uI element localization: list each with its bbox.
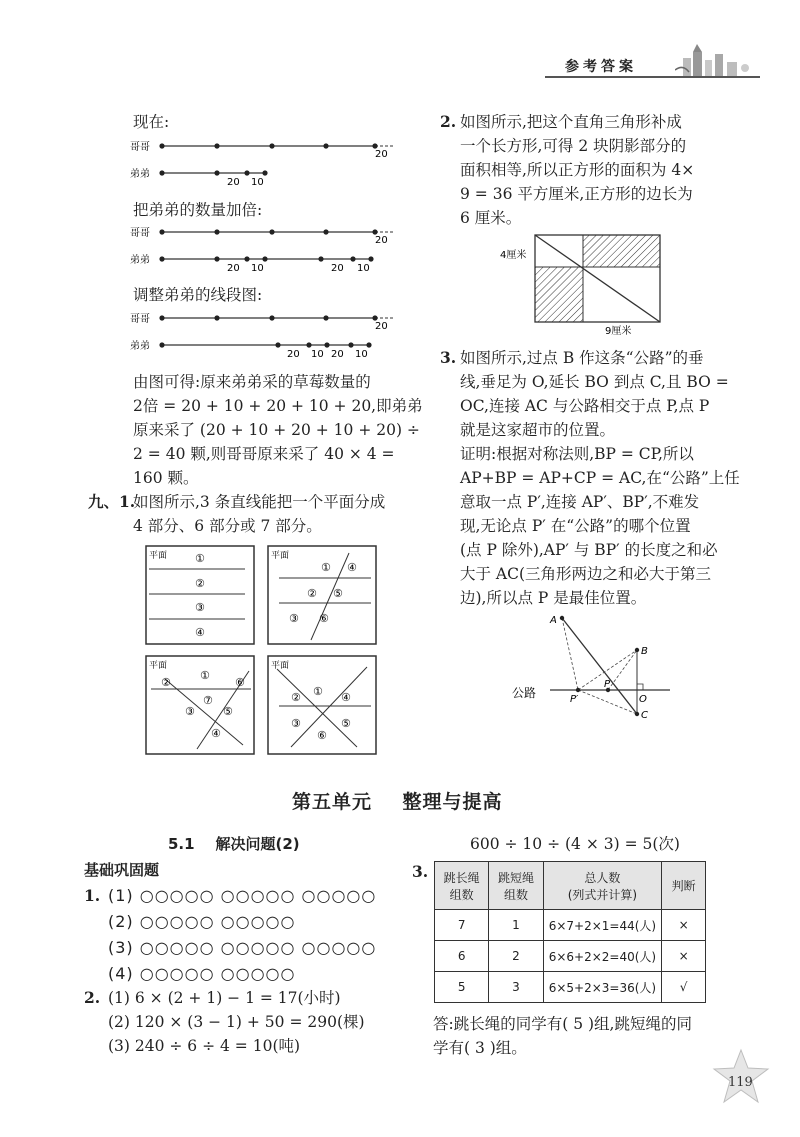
basic-title: 基础巩固题 xyxy=(84,861,160,879)
svg-text:O: O xyxy=(639,694,647,705)
svg-text:②: ② xyxy=(291,691,301,704)
svg-text:①: ① xyxy=(200,669,210,682)
q2-number: 2. xyxy=(440,112,457,131)
svg-text:10: 10 xyxy=(357,263,370,274)
svg-text:10: 10 xyxy=(251,177,264,188)
svg-text:②: ② xyxy=(161,676,171,689)
svg-text:平面: 平面 xyxy=(149,551,168,561)
svg-text:弟弟: 弟弟 xyxy=(130,169,150,180)
svg-text:20: 20 xyxy=(375,235,388,246)
svg-text:哥哥: 哥哥 xyxy=(130,314,150,325)
header-short-rope: 跳短绳 组数 xyxy=(489,862,543,910)
svg-text:20: 20 xyxy=(227,177,240,188)
svg-text:④: ④ xyxy=(211,727,221,740)
svg-text:④: ④ xyxy=(347,561,357,574)
svg-text:⑤: ⑤ xyxy=(223,705,233,718)
svg-text:②: ② xyxy=(195,577,205,590)
svg-text:弟弟: 弟弟 xyxy=(130,341,150,352)
formula-top: 600 ÷ 10 ÷ (4 × 3) = 5(次) xyxy=(470,835,680,853)
svg-text:20: 20 xyxy=(375,149,388,160)
plane-diagram-6 xyxy=(267,545,377,645)
road-geometry-diagram xyxy=(510,610,680,725)
svg-text:②: ② xyxy=(307,587,317,600)
city-skyline-icon xyxy=(675,44,765,78)
label-gege: 哥哥 xyxy=(130,142,150,153)
q3-number: 3. xyxy=(440,348,457,367)
q3b-number: 3. xyxy=(412,862,429,881)
svg-text:P′: P′ xyxy=(570,694,579,705)
double-label: 把弟弟的数量加倍: xyxy=(133,201,263,219)
header-long-rope: 跳长绳 组数 xyxy=(435,862,489,910)
svg-text:B: B xyxy=(641,646,648,657)
svg-text:③: ③ xyxy=(289,612,299,625)
svg-text:弟弟: 弟弟 xyxy=(130,255,150,266)
header-bar xyxy=(545,52,765,82)
table-row: 7 1 6×7+2×1=44(人) × xyxy=(435,910,706,941)
svg-text:①: ① xyxy=(321,561,331,574)
plane-diagram-4 xyxy=(145,545,255,645)
adjust-label: 调整弟弟的线段图: xyxy=(133,286,263,304)
groups-table xyxy=(434,861,706,1003)
svg-text:⑤: ⑤ xyxy=(341,717,351,730)
svg-text:哥哥: 哥哥 xyxy=(130,228,150,239)
header-judge: 判断 xyxy=(662,862,706,910)
svg-text:4厘米: 4厘米 xyxy=(500,250,527,261)
svg-text:10: 10 xyxy=(311,349,324,360)
svg-text:④: ④ xyxy=(195,626,205,639)
svg-text:20: 20 xyxy=(331,263,344,274)
svg-text:①: ① xyxy=(313,685,323,698)
svg-text:⑥: ⑥ xyxy=(317,729,327,742)
q9-number: 九、1. xyxy=(88,492,136,511)
svg-text:A: A xyxy=(550,615,557,626)
svg-text:平面: 平面 xyxy=(271,661,290,671)
q2b-number: 2. xyxy=(84,988,101,1007)
svg-text:9厘米: 9厘米 xyxy=(605,326,632,337)
svg-text:20: 20 xyxy=(227,263,240,274)
table-row: 5 3 6×5+2×3=36(人) √ xyxy=(435,972,706,1003)
svg-text:⑥: ⑥ xyxy=(319,612,329,625)
svg-text:平面: 平面 xyxy=(149,661,168,671)
svg-text:C: C xyxy=(641,710,648,721)
svg-text:④: ④ xyxy=(341,691,351,704)
answer-line-2: 学有( 3 )组。 xyxy=(433,1039,527,1057)
svg-text:①: ① xyxy=(195,552,205,565)
svg-text:20: 20 xyxy=(375,321,388,332)
svg-text:20: 20 xyxy=(287,349,300,360)
svg-text:10: 10 xyxy=(355,349,368,360)
svg-text:⑤: ⑤ xyxy=(333,587,343,600)
svg-text:20: 20 xyxy=(331,349,344,360)
svg-text:P: P xyxy=(604,679,611,690)
svg-text:③: ③ xyxy=(185,705,195,718)
plane-diagram-6b xyxy=(267,655,377,755)
plane-diagram-7a xyxy=(145,655,255,755)
svg-text:③: ③ xyxy=(195,601,205,614)
svg-text:⑦: ⑦ xyxy=(203,694,213,707)
page-number-star-icon xyxy=(712,1048,770,1106)
answer-line-1: 答:跳长绳的同学有( 5 )组,跳短绳的同 xyxy=(433,1015,692,1033)
segment-diagram xyxy=(125,130,415,360)
rectangle-triangle-diagram xyxy=(495,230,670,340)
svg-text:⑥: ⑥ xyxy=(235,676,245,689)
svg-text:平面: 平面 xyxy=(271,551,290,561)
section-title: 5.1 解决问题(2) xyxy=(168,835,300,853)
now-label: 现在: xyxy=(133,113,170,131)
q1-number: 1. xyxy=(84,886,101,905)
unit-title: 第五单元 整理与提高 xyxy=(292,791,503,813)
svg-text:公路: 公路 xyxy=(512,686,537,700)
header-total: 总人数 (列式并计算) xyxy=(543,862,662,910)
page-number: 119 xyxy=(728,1075,753,1090)
table-row: 6 2 6×6+2×2=40(人) × xyxy=(435,941,706,972)
svg-text:10: 10 xyxy=(251,263,264,274)
svg-text:③: ③ xyxy=(291,717,301,730)
header-title: 参考答案 xyxy=(565,59,637,75)
